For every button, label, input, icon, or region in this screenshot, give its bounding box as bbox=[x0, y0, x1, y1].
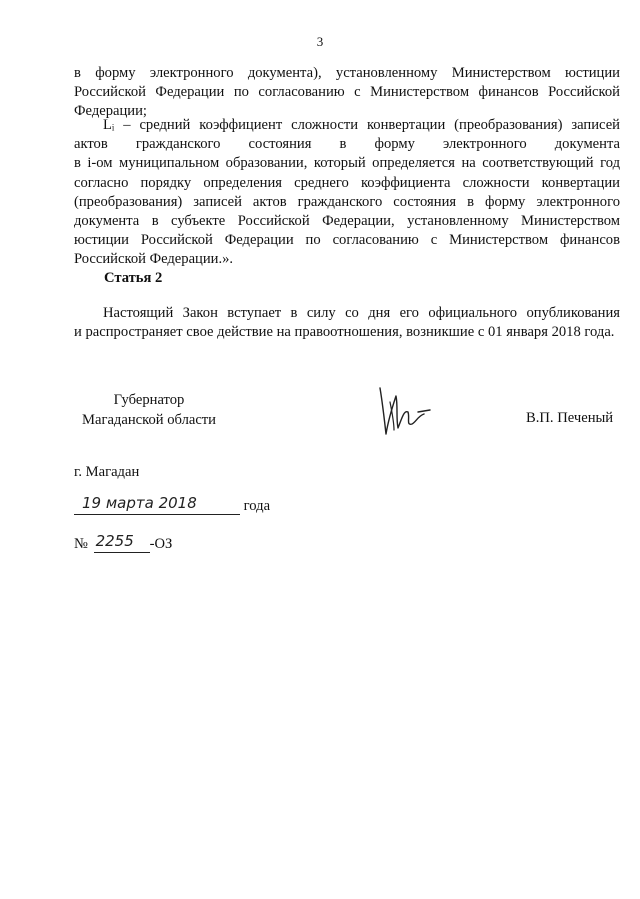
number-suffix: -ОЗ bbox=[149, 536, 173, 552]
text-line: Российской Федерации по согласованию с Министерством финансов Российской bbox=[74, 84, 620, 101]
text-line: согласно порядку определения среднего коэффициента сложности конвертации bbox=[74, 174, 620, 191]
page-number: 3 bbox=[316, 34, 324, 49]
date-suffix: года bbox=[243, 498, 271, 514]
governor-line-1: Губернатор bbox=[113, 392, 185, 408]
article-heading: Статья 2 bbox=[104, 270, 163, 286]
text-line: Российской Федерации.». bbox=[74, 251, 234, 268]
text-line: в форму электронного документа), установленному Министерством юстиции bbox=[74, 65, 620, 81]
city: г. Магадан bbox=[74, 464, 140, 480]
paragraph-2 bbox=[74, 116, 620, 270]
text-line: в i-ом муниципальном образовании, который определяется на соответствующий год bbox=[74, 155, 620, 172]
date-line bbox=[74, 494, 271, 515]
text-line: и распространяет свое действие на правоотношения, возникшие с 01 января 2018 года. bbox=[74, 324, 615, 341]
text-line: актов гражданского состояния в форму электронного документа bbox=[74, 136, 620, 153]
governor-line-2: Магаданской области bbox=[82, 412, 216, 428]
text-line: документа в субъекте Российской Федерации, установленному Министерством bbox=[74, 213, 620, 230]
text-line: юстиции Российской Федерации по согласованию с Министерством финансов bbox=[74, 232, 620, 249]
signatory-name: В.П. Печеный bbox=[526, 410, 614, 426]
date-field bbox=[74, 494, 240, 515]
text-line: Lᵢ – средний коэффициент сложности конвертации (преобразования) записей bbox=[103, 117, 620, 133]
text-line: Федерации; bbox=[74, 103, 147, 120]
number-field bbox=[94, 532, 150, 553]
number-line bbox=[74, 532, 173, 553]
text-line: (преобразования) записей актов гражданского состояния в форму электронного bbox=[74, 193, 620, 210]
paragraph-1 bbox=[74, 64, 620, 122]
governor-title bbox=[74, 390, 224, 430]
date-handwritten: 19 марта 2018 bbox=[82, 494, 197, 512]
paragraph-3 bbox=[74, 304, 620, 342]
number-handwritten: 2255 bbox=[95, 532, 134, 550]
number-prefix: № bbox=[74, 536, 88, 552]
text-line: Настоящий Закон вступает в силу со дня его официального опубликования bbox=[103, 305, 620, 321]
handwritten-signature bbox=[372, 382, 434, 442]
